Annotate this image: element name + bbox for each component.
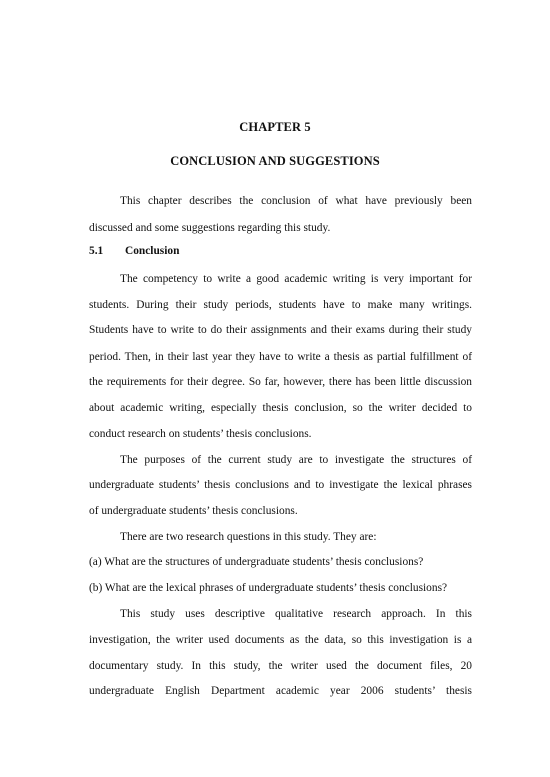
paragraph-line: undergraduate students’ thesis conclusions and to investigate the lexical phrases [89,479,472,491]
research-question-a: (a) What are the structures of undergraduate students’ thesis conclusions? [89,556,424,568]
paragraph-line: This study uses descriptive qualitative research approach. In this [120,608,472,620]
paragraph-line: documentary study. In this study, the writer used the document files, 20 [89,660,472,672]
section-number: 5.1 [89,245,104,257]
paragraph-line: about academic writing, especially thesis conclusion, so the writer decided to [89,402,472,414]
paragraph-line: of undergraduate students’ thesis conclusions. [89,505,298,517]
chapter-subtitle: CONCLUSION AND SUGGESTIONS [170,154,380,168]
intro-line: discussed and some suggestions regarding this study. [89,222,331,234]
chapter-title: CHAPTER 5 [239,120,311,134]
paragraph-line: investigation, the writer used documents as the data, so this investigation is a [89,634,472,646]
paragraph-line: The competency to write a good academic writing is very important for [120,273,472,285]
paragraph-line: There are two research questions in this study. They are: [120,531,377,543]
paragraph-line: period. Then, in their last year they have to write a thesis as partial fulfillment of [89,351,472,363]
section-title: Conclusion [125,245,180,257]
paragraph-line: Students have to write to do their assignments and their exams during their study [89,324,472,336]
paragraph-line: The purposes of the current study are to investigate the structures of [120,454,472,466]
research-question-b: (b) What are the lexical phrases of undergraduate students’ thesis conclusions? [89,582,448,594]
paragraph-line: conduct research on students’ thesis conclusions. [89,428,312,440]
paragraph-line: undergraduate English Department academic year 2006 students’ thesis [89,685,472,697]
paragraph-line: students. During their study periods, students have to make many writings. [89,299,472,311]
intro-line: This chapter describes the conclusion of what have previously been [120,195,472,207]
paragraph-line: the requirements for their degree. So far, however, there has been little discussion [89,376,472,388]
